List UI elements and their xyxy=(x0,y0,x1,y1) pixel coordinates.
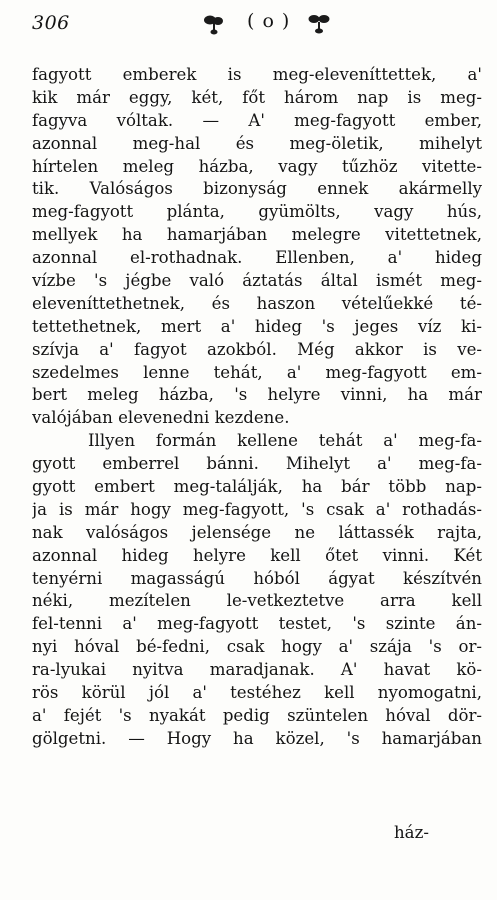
text-line: nyi hóval bé-fedni, csak hogy a' szája 's or- xyxy=(32,637,482,657)
text-line: ja is már hogy meg-fagyott, 's csak a' rothadás- xyxy=(32,499,482,519)
text-line: vízbe 's jégbe való áztatás által ismét meg- xyxy=(32,271,482,291)
text-line: nak valóságos jelensége ne láttassék rajta, xyxy=(32,522,482,542)
text-line: szívja a' fagyot azokból. Még akkor is ve- xyxy=(32,339,482,359)
text-line: tik. Valóságos bizonyság ennek akármelly xyxy=(32,179,482,199)
acorn-ornament-icon xyxy=(305,12,333,40)
text-line: tenyérni magasságú hóból ágyat készítvén xyxy=(32,568,482,588)
catchword: ház- xyxy=(394,823,429,842)
page-header xyxy=(0,8,497,48)
text-line: valójában elevenedni kezdene. xyxy=(32,408,290,428)
text-line: gölgetni. — Hogy ha közel, 's hamarjában xyxy=(32,728,482,748)
body-text xyxy=(32,64,482,751)
text-line: a' fejét 's nyakát pedig szüntelen hóval dör- xyxy=(32,705,482,725)
text-line: azonnal meg-hal és meg-öletik, mihelyt xyxy=(32,133,482,153)
text-line: rös körül jól a' testéhez kell nyomogatni, xyxy=(32,683,482,703)
text-line: mellyek ha hamarjában melegre vitettetnek, xyxy=(32,225,482,245)
text-line: bert meleg házba, 's helyre vinni, ha már xyxy=(32,385,482,405)
acorn-ornament-icon xyxy=(202,12,226,40)
text-line: fel-tenni a' meg-fagyott testet, 's szinte án- xyxy=(32,614,482,634)
text-line: meg-fagyott plánta, gyümölts, vagy hús, xyxy=(32,202,482,222)
text-line: kik már eggy, két, főt három nap is meg- xyxy=(32,87,482,107)
text-line: tettethetnek, mert a' hideg 's jeges víz ki- xyxy=(32,316,482,336)
text-line: Illyen formán kellene tehát a' meg-fa- xyxy=(88,431,482,451)
text-line: eleveníttethetnek, és haszon vételűekké té- xyxy=(32,293,482,313)
text-line: gyott embert meg-találják, ha bár több nap- xyxy=(32,477,482,497)
text-line: fagyva vóltak. — A' meg-fagyott ember, xyxy=(32,110,482,130)
page-number: 306 xyxy=(32,12,70,34)
text-line: azonnal el-rothadnak. Ellenben, a' hideg xyxy=(32,248,482,268)
text-line: szedelmes lenne tehát, a' meg-fagyott em- xyxy=(32,362,482,382)
text-line: azonnal hideg helyre kell őtet vinni. Két xyxy=(32,545,482,565)
text-line: gyott emberrel bánni. Mihelyt a' meg-fa- xyxy=(32,454,482,474)
text-line: fagyott emberek is meg-eleveníttettek, a' xyxy=(32,65,482,84)
page-header-mark: ( o ) xyxy=(247,10,291,32)
text-line: hírtelen meleg házba, vagy tűzhöz vitette- xyxy=(32,156,482,176)
text-line: néki, mezítelen le-vetkeztetve arra kell xyxy=(32,591,482,611)
text-line: ra-lyukai nyitva maradjanak. A' havat kö- xyxy=(32,660,482,680)
